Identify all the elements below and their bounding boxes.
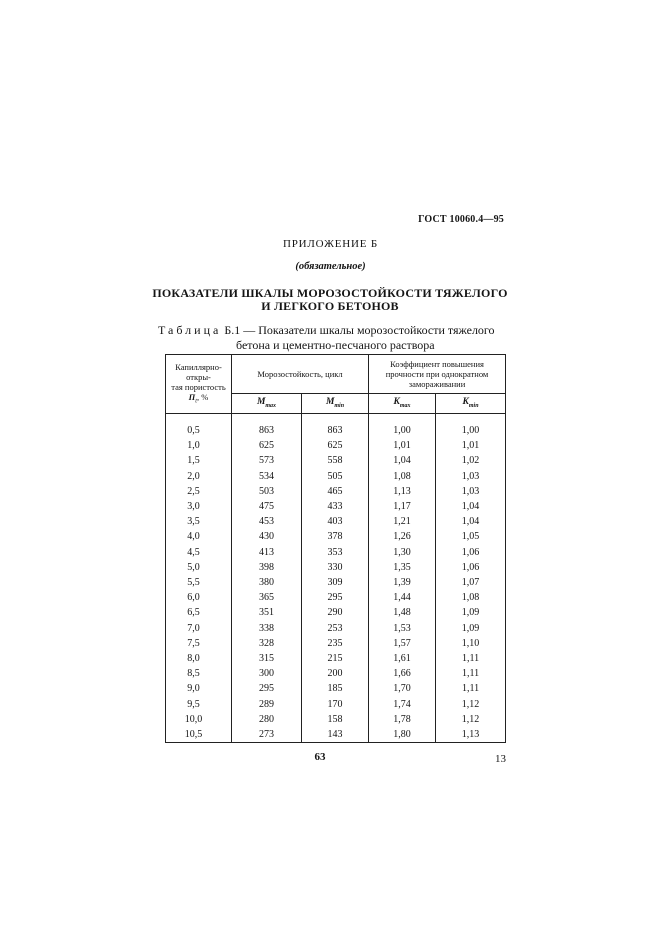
cell-porosity: 10,5 [166, 727, 232, 743]
cell-k-min: 1,02 [436, 453, 506, 468]
header-m-max: $M_{max}$ [232, 394, 302, 414]
cell-porosity: 9,5 [166, 697, 232, 712]
cell-k-min: 1,03 [436, 469, 506, 484]
cell-porosity: 5,0 [166, 560, 232, 575]
cell-k-min: 1,10 [436, 636, 506, 651]
cell-porosity: 10,0 [166, 712, 232, 727]
page-number-center: 63 [314, 751, 326, 763]
cell-k-min: 1,09 [436, 621, 506, 636]
cell-k-max: 1,04 [369, 453, 436, 468]
cell-m-max: 315 [232, 651, 302, 666]
document-code: ГОСТ 10060.4—95 [418, 214, 504, 225]
cell-k-min: 1,04 [436, 499, 506, 514]
table-row [166, 636, 506, 651]
cell-m-max: 503 [232, 484, 302, 499]
cell-k-max: 1,61 [369, 651, 436, 666]
cell-k-max: 1,44 [369, 590, 436, 605]
cell-m-max: 413 [232, 545, 302, 560]
header-strength-coefficient [369, 355, 506, 394]
cell-k-min: 1,04 [436, 514, 506, 529]
cell-porosity: 8,0 [166, 651, 232, 666]
cell-k-min: 1,09 [436, 605, 506, 620]
cell-m-max: 300 [232, 666, 302, 681]
table-row [166, 414, 506, 439]
table-row [166, 438, 506, 453]
cell-m-max: 863 [232, 414, 302, 439]
cell-m-max: 280 [232, 712, 302, 727]
cell-m-max: 475 [232, 499, 302, 514]
cell-k-min: 1,11 [436, 651, 506, 666]
cell-m-max: 380 [232, 575, 302, 590]
cell-m-min: 863 [302, 414, 369, 439]
main-title [120, 287, 540, 313]
cell-porosity: 7,0 [166, 621, 232, 636]
cell-m-min: 433 [302, 499, 369, 514]
cell-porosity: 2,5 [166, 484, 232, 499]
cell-k-max: 1,39 [369, 575, 436, 590]
table-row [166, 621, 506, 636]
cell-m-max: 351 [232, 605, 302, 620]
cell-m-min: 505 [302, 469, 369, 484]
header-k-min: $K_{min}$ [436, 394, 506, 414]
cell-k-min: 1,03 [436, 484, 506, 499]
cell-porosity: 6,5 [166, 605, 232, 620]
cell-m-max: 573 [232, 453, 302, 468]
cell-k-max: 1,70 [369, 681, 436, 696]
header-coef-line-1: Коэффициент повышения [390, 359, 484, 369]
cell-m-min: 378 [302, 529, 369, 544]
cell-m-max: 534 [232, 469, 302, 484]
cell-m-min: 185 [302, 681, 369, 696]
table-caption-line-1: Б.1 — Показатели шкалы морозостойкости тяжелого [224, 323, 495, 337]
table-row [166, 529, 506, 544]
frost-resistance-table [165, 354, 506, 743]
cell-k-max: 1,01 [369, 438, 436, 453]
cell-m-max: 328 [232, 636, 302, 651]
table-row [166, 575, 506, 590]
cell-m-min: 215 [302, 651, 369, 666]
cell-m-max: 295 [232, 681, 302, 696]
cell-porosity: 7,5 [166, 636, 232, 651]
cell-m-min: 309 [302, 575, 369, 590]
cell-m-min: 558 [302, 453, 369, 468]
header-porosity-line-2: тая пористость [171, 381, 226, 392]
cell-k-min: 1,01 [436, 438, 506, 453]
cell-m-min: 465 [302, 484, 369, 499]
cell-porosity: 8,5 [166, 666, 232, 681]
table-row [166, 484, 506, 499]
cell-k-max: 1,48 [369, 605, 436, 620]
table-row [166, 712, 506, 727]
cell-porosity: 1,0 [166, 438, 232, 453]
table-body [166, 414, 506, 743]
cell-k-max: 1,53 [369, 621, 436, 636]
cell-k-min: 1,12 [436, 712, 506, 727]
header-k-max: $K_{max}$ [369, 394, 436, 414]
table-row [166, 681, 506, 696]
cell-m-min: 625 [302, 438, 369, 453]
cell-k-min: 1,05 [436, 529, 506, 544]
table-row [166, 453, 506, 468]
cell-k-min: 1,00 [436, 414, 506, 439]
cell-k-max: 1,57 [369, 636, 436, 651]
cell-k-max: 1,00 [369, 414, 436, 439]
table-caption-label: Таблица [158, 323, 222, 337]
header-porosity [166, 355, 232, 414]
cell-k-max: 1,21 [369, 514, 436, 529]
header-coef-line-3: замораживании [408, 379, 466, 389]
cell-m-min: 330 [302, 560, 369, 575]
cell-porosity: 4,5 [166, 545, 232, 560]
cell-m-min: 235 [302, 636, 369, 651]
cell-k-max: 1,66 [369, 666, 436, 681]
cell-k-min: 1,12 [436, 697, 506, 712]
cell-k-max: 1,26 [369, 529, 436, 544]
cell-porosity: 3,0 [166, 499, 232, 514]
cell-m-max: 430 [232, 529, 302, 544]
main-title-line-2: И ЛЕГКОГО БЕТОНОВ [261, 299, 399, 313]
page-number-right: 13 [495, 753, 506, 765]
table-row [166, 545, 506, 560]
cell-porosity: 6,0 [166, 590, 232, 605]
cell-m-min: 143 [302, 727, 369, 743]
cell-k-min: 1,13 [436, 727, 506, 743]
cell-porosity: 1,5 [166, 453, 232, 468]
cell-porosity: 2,0 [166, 469, 232, 484]
table-row [166, 666, 506, 681]
header-m-min: $M_{min}$ [302, 394, 369, 414]
table-row [166, 605, 506, 620]
cell-k-min: 1,07 [436, 575, 506, 590]
table-row [166, 514, 506, 529]
cell-m-max: 273 [232, 727, 302, 743]
cell-m-max: 289 [232, 697, 302, 712]
cell-k-max: 1,78 [369, 712, 436, 727]
table-row [166, 727, 506, 743]
header-porosity-line-1: Капиллярно-откры- [175, 361, 222, 382]
cell-k-min: 1,06 [436, 545, 506, 560]
table-row [166, 590, 506, 605]
cell-porosity: 5,5 [166, 575, 232, 590]
header-porosity-line-3: $П_t$, % [188, 391, 209, 405]
cell-m-max: 365 [232, 590, 302, 605]
appendix-title: ПРИЛОЖЕНИЕ Б [283, 238, 378, 250]
table-row [166, 697, 506, 712]
table-row [166, 651, 506, 666]
cell-m-min: 253 [302, 621, 369, 636]
appendix-note: (обязательное) [295, 261, 366, 272]
table-row [166, 499, 506, 514]
cell-k-min: 1,11 [436, 681, 506, 696]
header-frost-resistance: Морозостойкость, цикл [232, 355, 369, 394]
main-title-line-1: ПОКАЗАТЕЛИ ШКАЛЫ МОРОЗОСТОЙКОСТИ ТЯЖЕЛОГО [152, 286, 508, 300]
cell-k-max: 1,08 [369, 469, 436, 484]
cell-k-max: 1,13 [369, 484, 436, 499]
cell-m-max: 398 [232, 560, 302, 575]
table-row [166, 469, 506, 484]
table-caption [158, 323, 518, 353]
cell-m-min: 403 [302, 514, 369, 529]
cell-porosity: 4,0 [166, 529, 232, 544]
cell-porosity: 3,5 [166, 514, 232, 529]
cell-m-min: 200 [302, 666, 369, 681]
cell-k-max: 1,35 [369, 560, 436, 575]
cell-m-min: 170 [302, 697, 369, 712]
cell-k-max: 1,17 [369, 499, 436, 514]
cell-m-min: 158 [302, 712, 369, 727]
cell-m-max: 453 [232, 514, 302, 529]
cell-m-max: 338 [232, 621, 302, 636]
cell-m-min: 353 [302, 545, 369, 560]
cell-k-min: 1,06 [436, 560, 506, 575]
cell-m-min: 295 [302, 590, 369, 605]
cell-k-max: 1,80 [369, 727, 436, 743]
cell-k-max: 1,74 [369, 697, 436, 712]
cell-k-min: 1,11 [436, 666, 506, 681]
cell-k-min: 1,08 [436, 590, 506, 605]
cell-m-max: 625 [232, 438, 302, 453]
table-row [166, 560, 506, 575]
cell-m-min: 290 [302, 605, 369, 620]
cell-porosity: 0,5 [166, 414, 232, 439]
table-caption-line-2: бетона и цементно-песчаного раствора [236, 338, 435, 352]
header-coef-line-2: прочности при однократном [385, 369, 489, 379]
cell-porosity: 9,0 [166, 681, 232, 696]
cell-k-max: 1,30 [369, 545, 436, 560]
